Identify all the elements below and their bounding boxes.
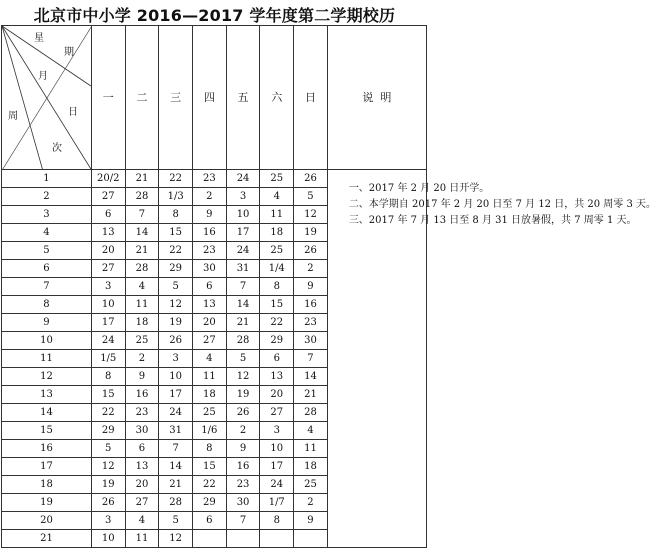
day-header-sat: 六 <box>260 26 294 170</box>
date-cell: 6 <box>91 206 125 224</box>
date-cell: 12 <box>159 530 193 548</box>
date-cell: 1/6 <box>193 422 227 440</box>
date-cell: 8 <box>260 512 294 530</box>
date-cell: 3 <box>91 278 125 296</box>
page-title: 北京市中小学 2016—2017 学年度第二学期校历 <box>33 6 396 25</box>
date-cell: 28 <box>125 260 159 278</box>
date-cell <box>294 530 328 548</box>
date-cell: 7 <box>226 512 260 530</box>
corner-header-cell <box>2 26 92 170</box>
date-cell: 16 <box>125 386 159 404</box>
date-cell: 6 <box>125 440 159 458</box>
date-cell: 26 <box>159 332 193 350</box>
date-cell <box>193 530 227 548</box>
date-cell: 18 <box>193 386 227 404</box>
date-cell: 4 <box>125 512 159 530</box>
corner-label-xing: 星 <box>34 33 44 44</box>
date-cell: 16 <box>193 224 227 242</box>
date-cell: 30 <box>226 494 260 512</box>
week-number-cell: 12 <box>2 368 92 386</box>
week-number-cell: 14 <box>2 404 92 422</box>
date-cell: 8 <box>193 440 227 458</box>
date-cell: 24 <box>226 242 260 260</box>
date-cell: 29 <box>193 494 227 512</box>
week-number-cell: 18 <box>2 476 92 494</box>
date-cell: 4 <box>193 350 227 368</box>
week-number-cell: 11 <box>2 350 92 368</box>
date-cell: 1/5 <box>91 350 125 368</box>
week-number-cell: 4 <box>2 224 92 242</box>
date-cell: 10 <box>260 440 294 458</box>
date-cell: 1/7 <box>260 494 294 512</box>
date-cell: 12 <box>91 458 125 476</box>
date-cell: 5 <box>226 350 260 368</box>
date-cell: 2 <box>294 260 328 278</box>
date-cell: 21 <box>226 314 260 332</box>
date-cell: 13 <box>91 224 125 242</box>
date-cell: 25 <box>125 332 159 350</box>
notes-cell <box>327 170 656 548</box>
date-cell: 10 <box>159 368 193 386</box>
date-cell: 2 <box>294 494 328 512</box>
date-cell: 19 <box>226 386 260 404</box>
date-cell: 21 <box>294 386 328 404</box>
date-cell: 24 <box>91 332 125 350</box>
date-cell: 6 <box>193 278 227 296</box>
date-cell: 10 <box>91 296 125 314</box>
date-cell: 13 <box>125 458 159 476</box>
header-row <box>2 26 427 170</box>
date-cell: 20/2 <box>91 170 125 188</box>
date-cell: 21 <box>125 242 159 260</box>
date-cell: 20 <box>193 314 227 332</box>
week-number-cell: 13 <box>2 386 92 404</box>
date-cell: 29 <box>91 422 125 440</box>
date-cell: 16 <box>226 458 260 476</box>
date-cell: 11 <box>125 530 159 548</box>
corner-label-ci: 次 <box>52 143 62 154</box>
note-item: 一、2017 年 2 月 20 日开学。 <box>348 183 490 194</box>
date-cell: 4 <box>260 188 294 206</box>
note-item: 三、2017 年 7 月 13 日至 8 月 31 日放暑假，共 7 周零 1 天。 <box>348 215 637 226</box>
date-cell: 27 <box>91 188 125 206</box>
date-cell: 17 <box>159 386 193 404</box>
date-cell: 7 <box>294 350 328 368</box>
date-cell: 23 <box>125 404 159 422</box>
date-cell: 5 <box>159 512 193 530</box>
date-cell: 11 <box>260 206 294 224</box>
day-header-sun: 日 <box>294 26 328 170</box>
date-cell: 15 <box>193 458 227 476</box>
date-cell: 30 <box>294 332 328 350</box>
date-cell: 9 <box>294 512 328 530</box>
date-cell: 17 <box>260 458 294 476</box>
date-cell: 1/3 <box>159 188 193 206</box>
week-number-cell: 19 <box>2 494 92 512</box>
day-header-fri: 五 <box>226 26 260 170</box>
date-cell: 24 <box>159 404 193 422</box>
week-number-cell: 1 <box>2 170 92 188</box>
date-cell: 22 <box>260 314 294 332</box>
week-number-cell: 20 <box>2 512 92 530</box>
school-calendar-table <box>1 25 656 548</box>
date-cell: 22 <box>159 242 193 260</box>
date-cell: 18 <box>294 458 328 476</box>
week-number-cell: 21 <box>2 530 92 548</box>
date-cell: 3 <box>159 350 193 368</box>
date-cell: 24 <box>226 170 260 188</box>
date-cell: 25 <box>294 476 328 494</box>
date-cell: 14 <box>294 368 328 386</box>
date-cell: 8 <box>91 368 125 386</box>
day-header-wed: 三 <box>159 26 193 170</box>
date-cell: 8 <box>260 278 294 296</box>
date-cell: 3 <box>91 512 125 530</box>
date-cell: 2 <box>226 422 260 440</box>
date-cell: 28 <box>226 332 260 350</box>
date-cell: 26 <box>294 170 328 188</box>
date-cell: 19 <box>294 224 328 242</box>
date-cell: 10 <box>91 530 125 548</box>
date-cell: 5 <box>294 188 328 206</box>
date-cell: 20 <box>260 386 294 404</box>
date-cell: 22 <box>159 170 193 188</box>
date-cell: 21 <box>159 476 193 494</box>
date-cell: 31 <box>159 422 193 440</box>
note-item: 二、本学期自 2017 年 2 月 20 日至 7 月 12 日，共 20 周零 3 天。 <box>348 199 656 210</box>
date-cell: 4 <box>294 422 328 440</box>
notes-header: 说 明 <box>327 26 426 170</box>
date-cell: 3 <box>260 422 294 440</box>
date-cell: 14 <box>159 458 193 476</box>
week-number-cell: 10 <box>2 332 92 350</box>
date-cell: 26 <box>226 404 260 422</box>
date-cell: 27 <box>91 260 125 278</box>
date-cell: 7 <box>125 206 159 224</box>
date-cell: 31 <box>226 260 260 278</box>
date-cell: 9 <box>294 278 328 296</box>
date-cell: 9 <box>193 206 227 224</box>
date-cell: 27 <box>125 494 159 512</box>
corner-label-qi: 期 <box>64 47 74 58</box>
date-cell: 30 <box>193 260 227 278</box>
week-number-cell: 15 <box>2 422 92 440</box>
date-cell: 17 <box>91 314 125 332</box>
date-cell: 5 <box>91 440 125 458</box>
date-cell: 24 <box>260 476 294 494</box>
week-number-cell: 6 <box>2 260 92 278</box>
corner-label-yue: 月 <box>38 71 48 82</box>
date-cell: 4 <box>125 278 159 296</box>
date-cell: 11 <box>193 368 227 386</box>
date-cell: 8 <box>159 206 193 224</box>
table-row <box>2 170 427 188</box>
date-cell: 22 <box>91 404 125 422</box>
date-cell: 6 <box>260 350 294 368</box>
date-cell: 2 <box>125 350 159 368</box>
date-cell: 7 <box>226 278 260 296</box>
week-number-cell: 16 <box>2 440 92 458</box>
week-number-cell: 3 <box>2 206 92 224</box>
date-cell: 28 <box>125 188 159 206</box>
date-cell: 22 <box>193 476 227 494</box>
date-cell: 9 <box>226 440 260 458</box>
corner-label-ri: 日 <box>68 107 78 118</box>
date-cell: 19 <box>91 476 125 494</box>
week-number-cell: 7 <box>2 278 92 296</box>
date-cell: 23 <box>193 170 227 188</box>
date-cell: 21 <box>125 170 159 188</box>
date-cell: 27 <box>260 404 294 422</box>
date-cell: 23 <box>294 314 328 332</box>
date-cell: 26 <box>91 494 125 512</box>
date-cell: 26 <box>294 242 328 260</box>
date-cell: 18 <box>125 314 159 332</box>
corner-label-zhou: 周 <box>8 111 18 122</box>
week-number-cell: 8 <box>2 296 92 314</box>
date-cell: 25 <box>260 242 294 260</box>
date-cell: 3 <box>226 188 260 206</box>
date-cell: 25 <box>193 404 227 422</box>
date-cell <box>226 530 260 548</box>
date-cell: 28 <box>294 404 328 422</box>
date-cell: 29 <box>159 260 193 278</box>
date-cell: 20 <box>125 476 159 494</box>
date-cell: 12 <box>226 368 260 386</box>
date-cell: 9 <box>125 368 159 386</box>
diagonal-lines <box>2 26 91 169</box>
date-cell: 29 <box>260 332 294 350</box>
date-cell: 16 <box>294 296 328 314</box>
date-cell: 18 <box>260 224 294 242</box>
date-cell: 15 <box>91 386 125 404</box>
date-cell: 15 <box>159 224 193 242</box>
date-cell: 23 <box>193 242 227 260</box>
day-header-tue: 二 <box>125 26 159 170</box>
date-cell: 27 <box>193 332 227 350</box>
date-cell: 28 <box>159 494 193 512</box>
date-cell: 17 <box>226 224 260 242</box>
date-cell: 19 <box>159 314 193 332</box>
day-header-thu: 四 <box>193 26 227 170</box>
date-cell: 20 <box>91 242 125 260</box>
date-cell <box>260 530 294 548</box>
week-number-cell: 2 <box>2 188 92 206</box>
date-cell: 25 <box>260 170 294 188</box>
date-cell: 7 <box>159 440 193 458</box>
date-cell: 1/4 <box>260 260 294 278</box>
date-cell: 15 <box>260 296 294 314</box>
date-cell: 23 <box>226 476 260 494</box>
date-cell: 12 <box>294 206 328 224</box>
date-cell: 5 <box>159 278 193 296</box>
date-cell: 13 <box>193 296 227 314</box>
date-cell: 30 <box>125 422 159 440</box>
date-cell: 14 <box>125 224 159 242</box>
date-cell: 10 <box>226 206 260 224</box>
calendar-body <box>2 170 656 548</box>
week-number-cell: 17 <box>2 458 92 476</box>
date-cell: 12 <box>159 296 193 314</box>
date-cell: 2 <box>193 188 227 206</box>
day-header-mon: 一 <box>91 26 125 170</box>
date-cell: 11 <box>125 296 159 314</box>
week-number-cell: 9 <box>2 314 92 332</box>
date-cell: 6 <box>193 512 227 530</box>
date-cell: 14 <box>226 296 260 314</box>
date-cell: 13 <box>260 368 294 386</box>
week-number-cell: 5 <box>2 242 92 260</box>
date-cell: 11 <box>294 440 328 458</box>
